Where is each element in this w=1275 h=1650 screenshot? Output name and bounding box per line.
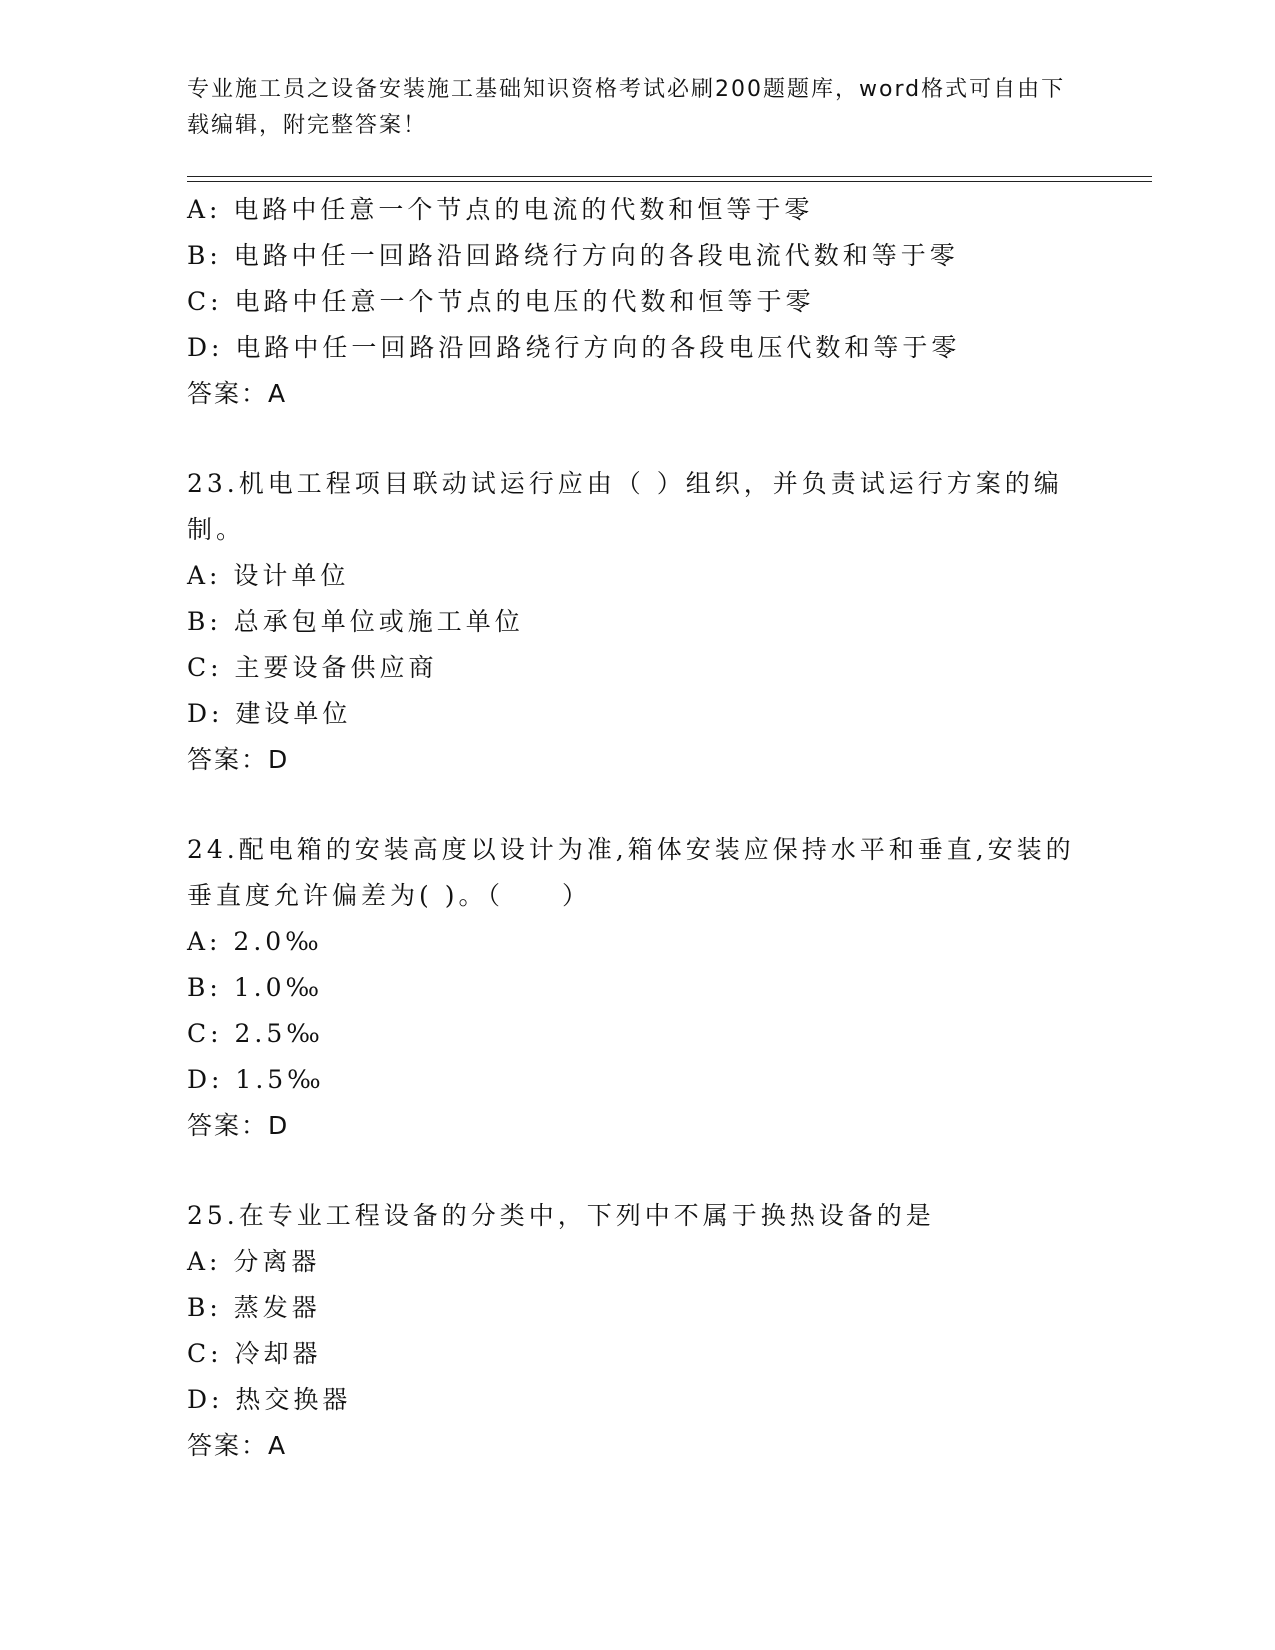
question-text-line-1: 23.机电工程项目联动试运行应由（ ）组织，并负责试运行方案的编	[187, 469, 1063, 498]
question-23	[187, 461, 1152, 783]
answer: 答案：A	[187, 379, 288, 408]
option-c: C: 2.5‰	[187, 1019, 324, 1048]
question-text-line-2: 制。	[187, 515, 246, 544]
question-22	[187, 187, 1152, 417]
option-d: D: 热交换器	[187, 1385, 352, 1414]
option-c: C: 冷却器	[187, 1339, 322, 1368]
option-d: D: 电路中任一回路沿回路绕行方向的各段电压代数和等于零	[187, 333, 961, 362]
answer: 答案：A	[187, 1431, 288, 1460]
question-25	[187, 1193, 1152, 1469]
question-list	[187, 187, 1152, 1469]
option-c: C: 电路中任意一个节点的电压的代数和恒等于零	[187, 287, 815, 316]
header-divider-top	[187, 176, 1152, 177]
option-b: B: 蒸发器	[187, 1293, 321, 1322]
option-b: B: 电路中任一回路沿回路绕行方向的各段电流代数和等于零	[187, 241, 959, 270]
header-divider-bottom	[187, 181, 1152, 182]
option-a: A: 设计单位	[187, 561, 350, 590]
option-b: B: 1.0‰	[187, 973, 324, 1002]
answer: 答案：D	[187, 745, 290, 774]
question-text-line-1: 25.在专业工程设备的分类中，下列中不属于换热设备的是	[187, 1201, 935, 1230]
question-text-line-2: 垂直度允许偏差为( )。（ ）	[187, 881, 591, 910]
option-d: D: 建设单位	[187, 699, 352, 728]
option-c: C: 主要设备供应商	[187, 653, 438, 682]
option-a: A: 2.0‰	[187, 927, 323, 956]
document-header: 专业施工员之设备安装施工基础知识资格考试必刷200题题库，word格式可自由下载编辑，附完整答案！	[187, 77, 1066, 138]
question-24	[187, 827, 1152, 1149]
answer: 答案：D	[187, 1111, 290, 1140]
option-a: A: 电路中任意一个节点的电流的代数和恒等于零	[187, 195, 814, 224]
option-a: A: 分离器	[187, 1247, 321, 1276]
option-b: B: 总承包单位或施工单位	[187, 607, 524, 636]
option-d: D: 1.5‰	[187, 1065, 325, 1094]
question-text-line-1: 24.配电箱的安装高度以设计为准,箱体安装应保持水平和垂直,安装的	[187, 835, 1075, 864]
